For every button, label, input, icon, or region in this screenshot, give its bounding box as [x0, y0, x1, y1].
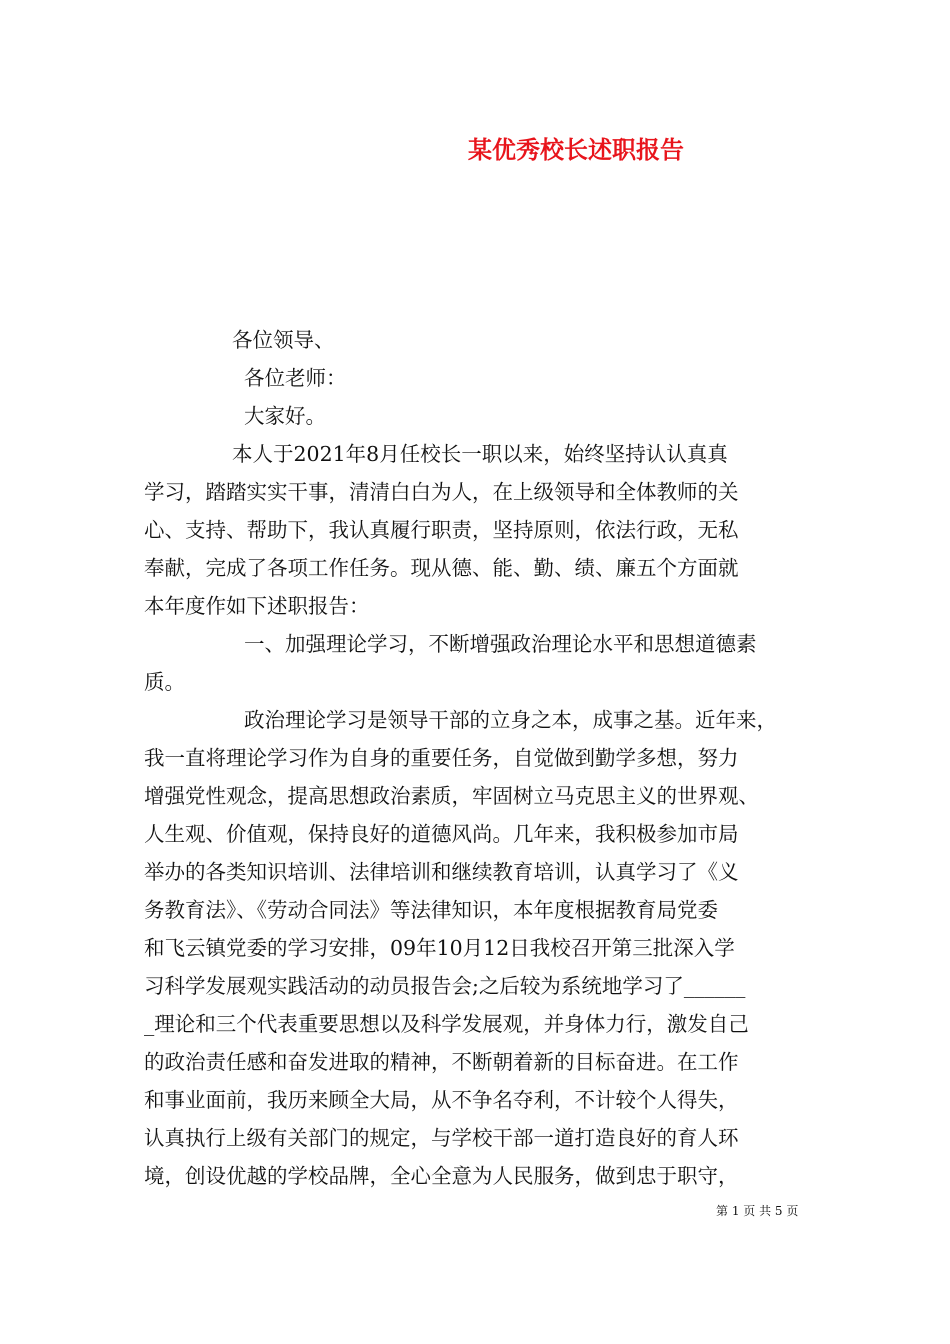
paragraph-line: 举办的各类知识培训、法律培训和继续教育培训，认真学习了《义 — [144, 860, 739, 884]
paragraph-line: 习科学发展观实践活动的动员报告会;之后较为系统地学习了______ — [144, 974, 746, 998]
document-title: 某优秀校长述职报告 — [468, 135, 684, 164]
paragraph-line: 的政治责任感和奋发进取的精神，不断朝着新的目标奋进。在工作 — [144, 1050, 739, 1074]
paragraph-line: 人生观、价值观，保持良好的道德风尚。几年来，我积极参加市局 — [144, 822, 739, 846]
paragraph-line: _理论和三个代表重要思想以及科学发展观，并身体力行，激发自己 — [144, 1012, 749, 1036]
paragraph-line: 心、支持、帮助下，我认真履行职责，坚持原则，依法行政，无私 — [144, 518, 739, 542]
paragraph-line: 本年度作如下述职报告： — [144, 594, 370, 618]
paragraph-line: 务教育法》、《劳动合同法》等法律知识，本年度根据教育局党委 — [144, 898, 718, 922]
paragraph-line: 本人于2021年8月任校长一职以来，始终坚持认认真真 — [232, 442, 728, 466]
greeting-line: 各位领导、 — [232, 328, 335, 352]
paragraph-line: 我一直将理论学习作为自身的重要任务，自觉做到勤学多想，努力 — [144, 746, 739, 770]
paragraph-line: 境，创设优越的学校品牌，全心全意为人民服务，做到忠于职守， — [144, 1164, 739, 1188]
paragraph-line: 政治理论学习是领导干部的立身之本，成事之基。近年来， — [244, 708, 777, 732]
paragraph-line: 认真执行上级有关部门的规定，与学校干部一道打造良好的育人环 — [144, 1126, 739, 1150]
page-number-footer: 第 1 页 共 5 页 — [716, 1204, 799, 1218]
paragraph-line: 和飞云镇党委的学习安排，09年10月12日我校召开第三批深入学 — [144, 936, 735, 960]
section-heading-line: 质。 — [144, 670, 185, 694]
paragraph-line: 学习，踏踏实实干事，清清白白为人，在上级领导和全体教师的关 — [144, 480, 739, 504]
paragraph-line: 奉献，完成了各项工作任务。现从德、能、勤、绩、廉五个方面就 — [144, 556, 739, 580]
paragraph-line: 增强党性观念，提高思想政治素质，牢固树立马克思主义的世界观、 — [144, 784, 759, 808]
section-heading-line: 一、加强理论学习，不断增强政治理论水平和思想道德素 — [244, 632, 757, 656]
greeting-line: 大家好。 — [244, 404, 326, 428]
greeting-line: 各位老师： — [244, 366, 347, 390]
paragraph-line: 和事业面前，我历来顾全大局，从不争名夺利，不计较个人得失， — [144, 1088, 739, 1112]
